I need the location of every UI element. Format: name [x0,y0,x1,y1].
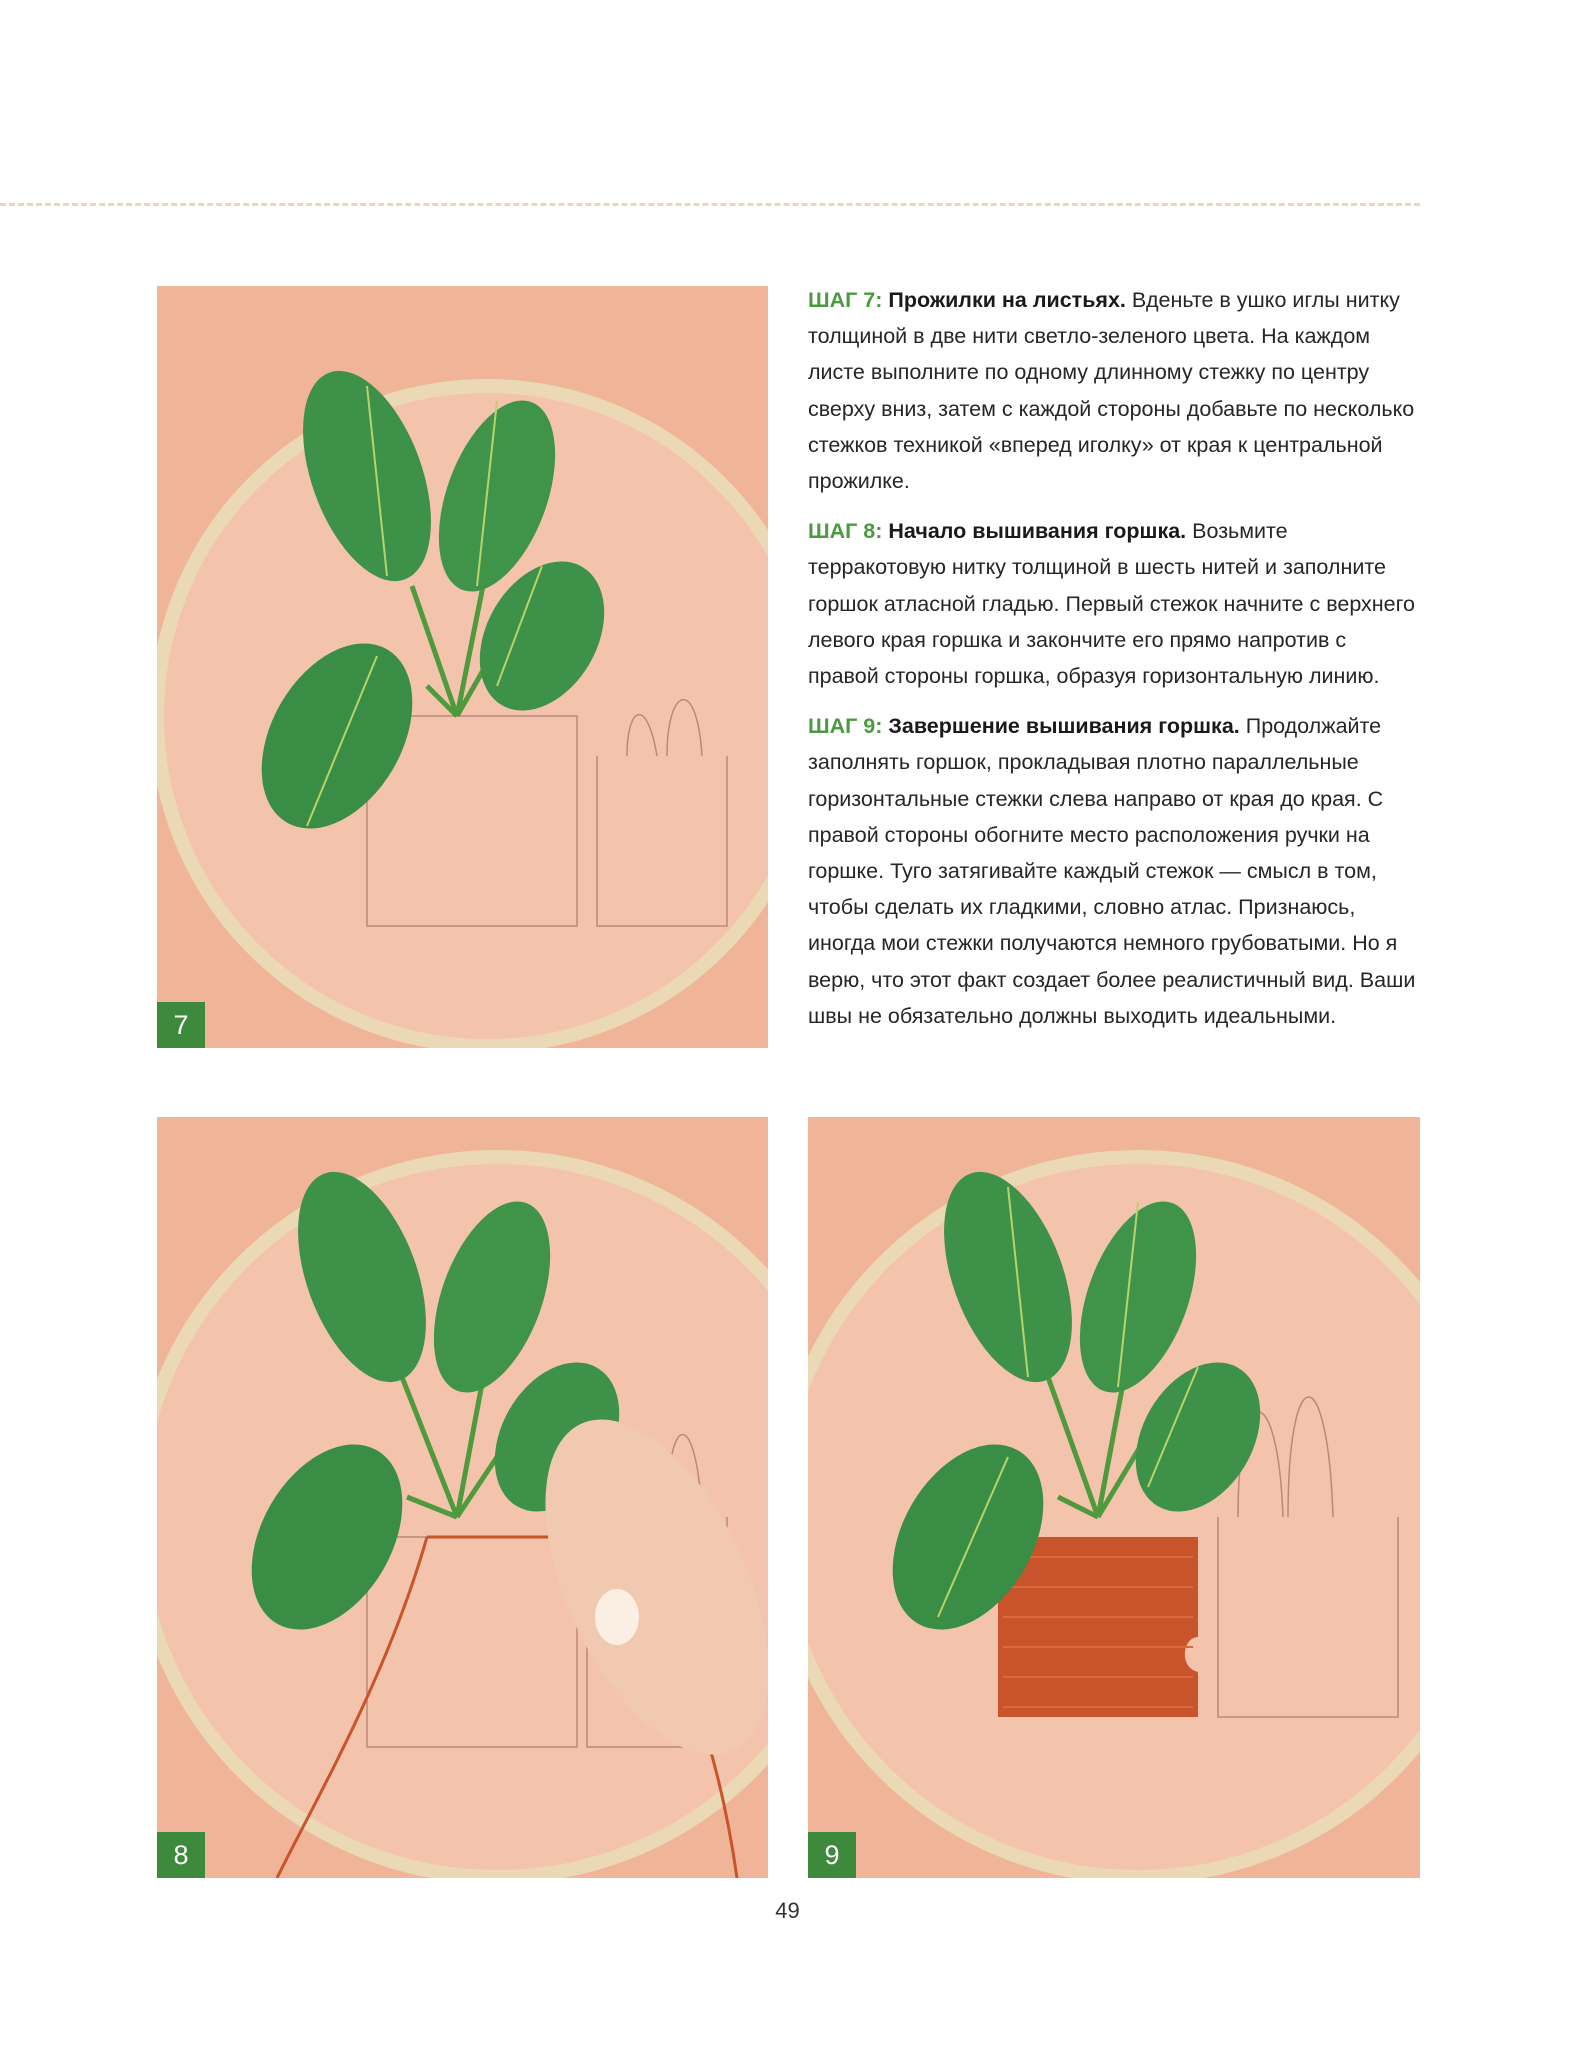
embroidery-hoop-illustration [808,1117,1420,1878]
step-7-title: Прожилки на листьях. [888,288,1126,312]
step-9-text: Продолжайте заполнять горшок, прокладывая плотно параллельные горизонтальные стежки слева направо от края до края. С правой стороны обогните место расположения ручки на горшке. Туго затягивайте каждый стежок — смысл в том, чтобы сделать их гладкими, словно атлас. Признаюсь, иногда мои стежки получаются немного грубоватыми. Но я верю, что этот факт создает более реалистичный вид. Ваши швы не обязательно должны выходить идеальными. [808,714,1416,1028]
instructions-text [808,282,1420,1048]
step-7-label: ШАГ 7: [808,288,883,312]
step-8-title: Начало вышивания горшка. [888,519,1187,544]
photo-7-number-badge: 7 [157,1002,205,1048]
step-7-photo [157,286,768,1048]
decorative-divider [0,203,1420,206]
step-8-paragraph [808,513,1420,694]
step-8-photo [157,1117,768,1878]
step-9-photo [808,1117,1420,1878]
step-8-label: ШАГ 8: [808,519,883,544]
page-number: 49 [775,1898,800,1923]
step-9-paragraph [808,708,1420,1034]
step-8-text: Возьмите терракотовую нитку толщиной в шесть нитей и заполните горшок атласной гладью. Первый стежок начните с верхнего левого края горшка и закончите его прямо напротив с правой стороны горшка, образуя горизонтальную линию. [808,519,1415,689]
embroidery-hoop-illustration [157,286,768,1048]
step-9-title: Завершение вышивания горшка. [888,714,1240,739]
photo-9-number-badge: 9 [808,1832,856,1878]
embroidery-hoop-illustration [157,1117,768,1878]
photo-8-number-badge: 8 [157,1832,205,1878]
step-7-paragraph [808,282,1420,499]
step-7-text: Вденьте в ушко иглы нитку толщиной в две нити светло-зеленого цвета. На каждом листе выполните по одному длинному стежку по центру сверху вниз, затем с каждой стороны добавьте по несколько стежков техникой «вперед иголку» от края к центральной прожилке. [808,288,1415,494]
step-9-label: ШАГ 9: [808,714,883,739]
